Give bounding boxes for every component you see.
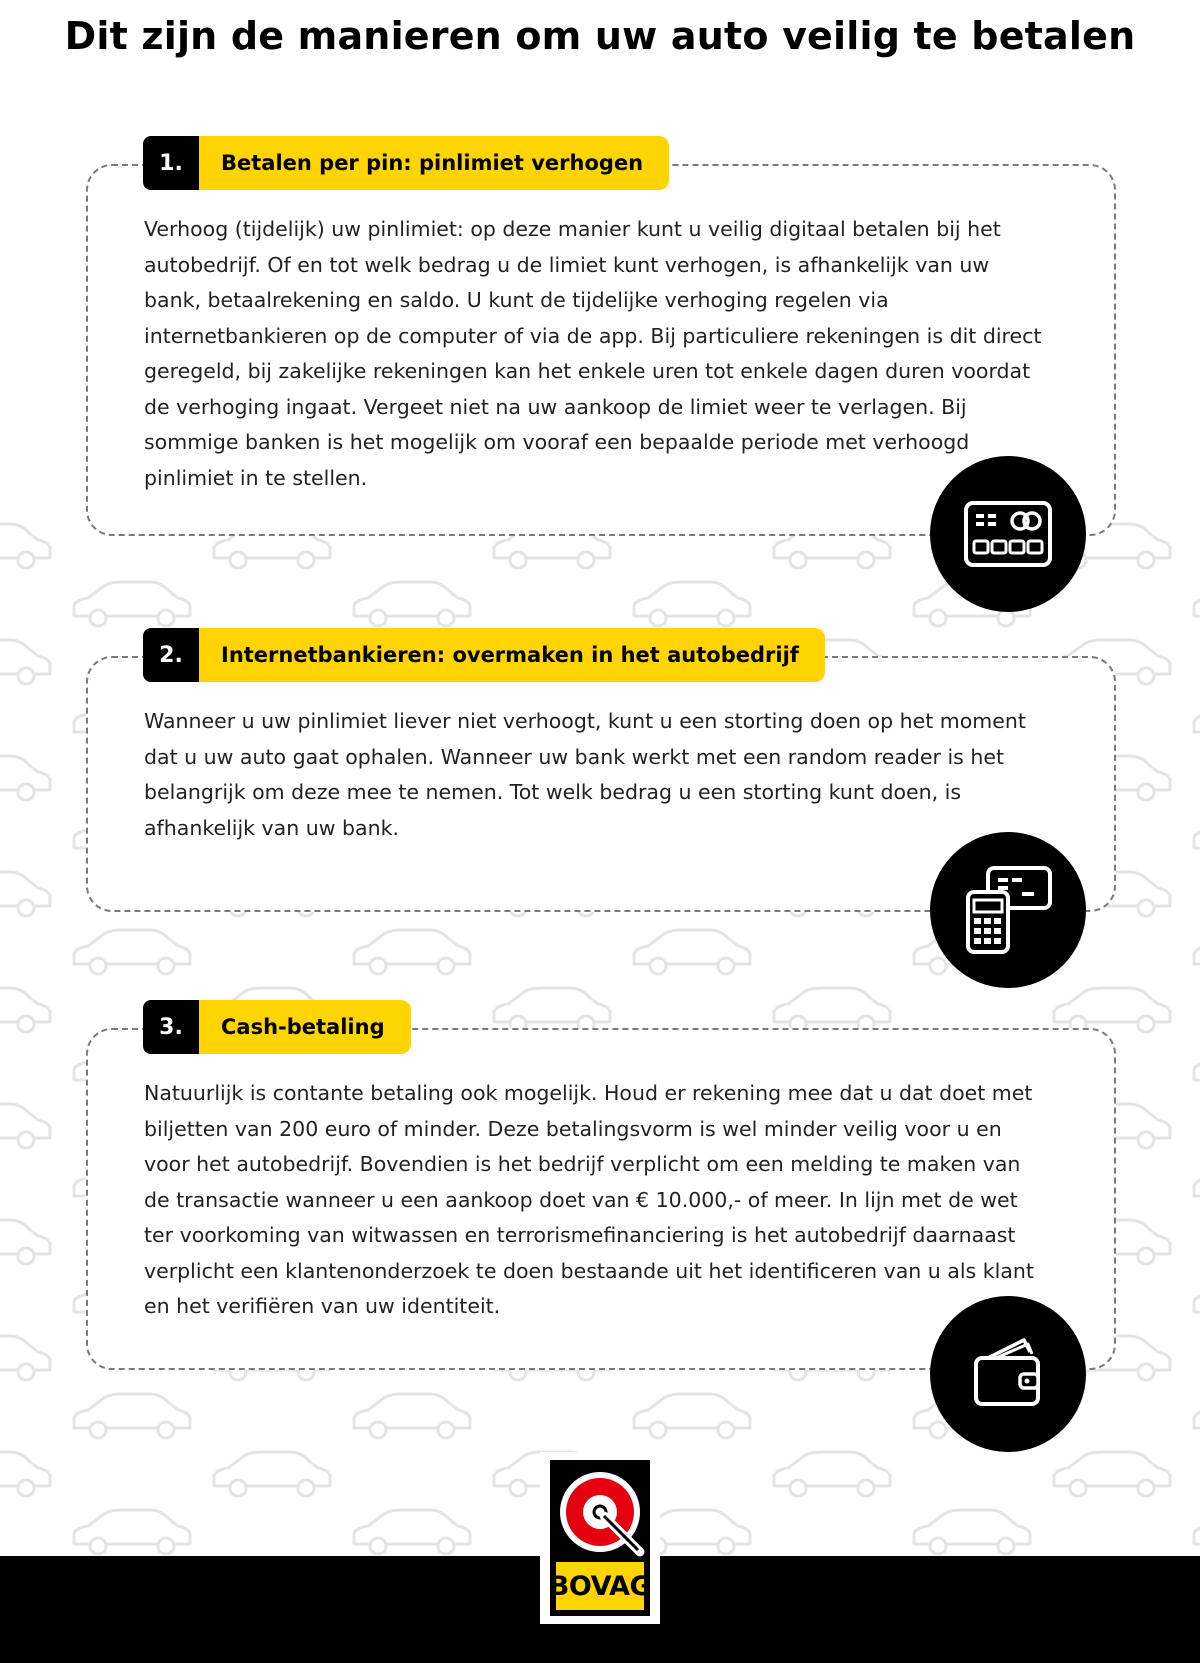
car-outline-icon — [354, 930, 470, 974]
car-outline-icon — [914, 1510, 1030, 1554]
car-outline-icon — [74, 582, 190, 626]
car-outline-icon — [1194, 1394, 1200, 1438]
page-title: Dit zijn de manieren om uw auto veilig te betalen — [64, 14, 1136, 58]
bovag-logo-icon — [550, 1460, 650, 1562]
car-outline-icon — [74, 1510, 190, 1554]
section-body-2: Wanneer u uw pinlimiet liever niet verhoogt, kunt u een storting doen op het moment dat u uw auto gaat ophalen. Wanneer uw bank werkt met een random reader is het belangrijk om deze mee te nemen. Tot welk bedrag u een storting kunt doen, is afhankelijk van uw bank. — [144, 709, 1026, 840]
section-number-1: 1. — [143, 136, 199, 190]
car-outline-icon — [0, 1220, 50, 1264]
section-header-2 — [143, 628, 825, 682]
car-outline-icon — [354, 1510, 470, 1554]
car-outline-icon — [1194, 1278, 1200, 1322]
car-outline-icon — [354, 582, 470, 626]
section-heading-2: Internetbankieren: overmaken in het autobedrijf — [199, 628, 825, 682]
car-outline-icon — [634, 582, 750, 626]
section-number-2: 2. — [143, 628, 199, 682]
car-outline-icon — [0, 524, 50, 568]
car-outline-icon — [1194, 930, 1200, 974]
car-outline-icon — [214, 1452, 330, 1496]
section-heading-1: Betalen per pin: pinlimiet verhogen — [199, 136, 669, 190]
car-outline-icon — [0, 1452, 50, 1496]
car-outline-icon — [0, 756, 50, 800]
car-outline-icon — [774, 1452, 890, 1496]
car-outline-icon — [74, 1394, 190, 1438]
car-outline-icon — [494, 988, 610, 1032]
car-outline-icon — [1194, 1162, 1200, 1206]
car-outline-icon — [1194, 1510, 1200, 1554]
car-outline-icon — [634, 930, 750, 974]
section-body-1: Verhoog (tijdelijk) uw pinlimiet: op deze manier kunt u veilig digitaal betalen bij het autobedrijf. Of en tot welk bedrag u de limiet kunt verhogen, is afhankelijk van uw bank, betaalrekening en saldo. U kunt de tijdelijke verhoging regelen via internetbankieren op de computer of via de app. Bij particuliere rekeningen is dit direct geregeld, bij zakelijke rekeningen kan het enkele uren tot enkele dagen duren voordat de verhoging ingaat. Vergeet niet na uw aankoop de limiet weer te verlagen. Bij sommige banken is het mogelijk om vooraf een bepaalde periode met verhoogd pinlimiet in te stellen. — [144, 217, 1042, 490]
car-outline-icon — [0, 640, 50, 684]
section-body-3: Natuurlijk is contante betaling ook mogelijk. Houd er rekening mee dat u dat doet met biljetten van 200 euro of minder. Deze betalingsvorm is wel minder veilig voor u en voor het autobedrijf. Bovendien is het bedrijf verplicht om een melding te maken van de transactie wanneer u een aankoop doet van € 10.000,- of meer. In lijn met de wet ter voorkoming van witwassen en terrorismefinanciering is het autobedrijf daarnaast verplicht een klantenonderzoek te doen bestaande uit het identificeren van u als klant en het verifiëren van uw identiteit. — [144, 1081, 1034, 1318]
wallet-icon — [930, 1296, 1086, 1452]
car-outline-icon — [1194, 582, 1200, 626]
section-number-3: 3. — [143, 1000, 199, 1054]
car-outline-icon — [0, 872, 50, 916]
car-outline-icon — [634, 1394, 750, 1438]
car-outline-icon — [1194, 1046, 1200, 1090]
car-outline-icon — [354, 1394, 470, 1438]
car-outline-icon — [1194, 698, 1200, 742]
section-header-3 — [143, 1000, 411, 1054]
logo-panel — [550, 1460, 650, 1616]
car-outline-icon — [1054, 1452, 1170, 1496]
car-outline-icon — [0, 1336, 50, 1380]
car-outline-icon — [0, 988, 50, 1032]
section-header-1 — [143, 136, 669, 190]
car-outline-icon — [774, 988, 890, 1032]
card-reader-icon — [930, 832, 1086, 988]
car-outline-icon — [1054, 988, 1170, 1032]
bank-card-icon — [930, 456, 1086, 612]
car-outline-icon — [1194, 814, 1200, 858]
car-outline-icon — [74, 930, 190, 974]
bovag-logo — [540, 1452, 660, 1624]
car-outline-icon — [0, 1104, 50, 1148]
section-heading-3: Cash-betaling — [199, 1000, 411, 1054]
logo-text: BOVAG — [556, 1562, 644, 1610]
